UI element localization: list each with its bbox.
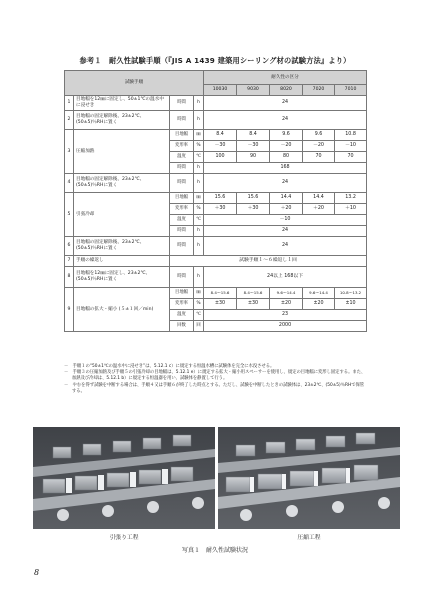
step-no: 1 (65, 96, 74, 111)
class-9030: 9030 (237, 85, 270, 96)
step-sub: 変形率 (170, 141, 194, 152)
step-unit: ℃ (194, 310, 204, 321)
step-value: 8.4 (237, 130, 270, 141)
header-class: 耐久性の区分 (204, 71, 367, 85)
step-text: 圧縮加熱 (74, 130, 170, 174)
table-row (65, 237, 367, 256)
note-item: － やむを得ず試験を中断する場合は、手順４又は手順６が終了した時点とする。ただし、試験を中断したときの試験体は、23±2℃、(50±5)％RHで保管する。 (64, 382, 365, 394)
step-no: 7 (65, 256, 74, 267)
note-item: － 手順１の“50±1℃の温水中に浸せき”は、5.12.1 c）に規定する恒温水槽に試験体を完全に水没させる。 (64, 364, 275, 369)
note-item: － 手順３の圧縮加熱及び手順５の引張冷却の目地幅は、5.12.1 e）に規定する拡大・縮小用スペーサーを使用し、規定の目地幅に変形し固定する。また、加熱及び冷却は、5.12.1 b）に規定する恒温器を用い、試験体を静置して行う。 (64, 370, 366, 382)
step-value: ±30 (204, 299, 237, 310)
step-value: －10 (335, 141, 367, 152)
step-text: 目地幅の固定解除後、23±2℃、(50±5)％RHに置く (74, 111, 170, 130)
step-unit: % (194, 299, 204, 310)
step-value: 70 (335, 152, 367, 163)
step-unit: ℃ (194, 152, 204, 163)
step-sub: 変形率 (170, 204, 194, 215)
tension-process-photo (33, 427, 215, 529)
step-sub: 回数 (170, 321, 194, 332)
step-text: 目地幅を12㎜に固定し、50±1℃の温水中に浸せき (74, 96, 170, 111)
header-procedure: 試験手順 (65, 71, 204, 96)
step-value: 15.6 (237, 193, 270, 204)
step-unit: ℃ (194, 215, 204, 226)
step-unit: h (194, 237, 204, 256)
page-number: 8 (34, 568, 40, 577)
page-title: 参考１ 耐久性試験手順（『JIS A 1439 建築用シーリング材の試験方法』より） (79, 56, 351, 65)
step-unit: ㎜ (194, 288, 204, 299)
step-value: 100 (204, 152, 237, 163)
step-text: 目地幅の固定解除後、23±2℃、(50±5)％RHに置く (74, 237, 170, 256)
table-row (65, 174, 367, 193)
step-value: 13.2 (335, 193, 367, 204)
step-value: ±20 (270, 299, 303, 310)
table-row (65, 111, 367, 130)
step-no: 4 (65, 174, 74, 193)
figure-caption: 写真１ 耐久性試験状況 (181, 547, 248, 554)
step-text: 手順の繰返し (74, 256, 170, 267)
step-value: 9.6 (270, 130, 303, 141)
step-value: 24以上 168以下 (204, 267, 367, 288)
step-no: 3 (65, 130, 74, 174)
durability-test-table (64, 70, 367, 332)
table-row (65, 130, 367, 141)
step-sub: 時間 (170, 111, 194, 130)
step-unit: h (194, 226, 204, 237)
step-value: 2000 (204, 321, 367, 332)
step-value: －10 (204, 215, 367, 226)
table-row (65, 193, 367, 204)
step-sub: 温度 (170, 152, 194, 163)
step-value: 8.4 (204, 130, 237, 141)
step-unit: 回 (194, 321, 204, 332)
step-value: 9.6～14.4 (270, 288, 303, 299)
step-unit: h (194, 163, 204, 174)
step-value: 80 (270, 152, 303, 163)
step-no: 5 (65, 193, 74, 237)
table-row (65, 96, 367, 111)
step-value: ±20 (303, 299, 335, 310)
step-value: 23 (204, 310, 367, 321)
class-7020: 7020 (303, 85, 335, 96)
step-unit: h (194, 174, 204, 193)
table-row (65, 256, 367, 267)
step-value: 10.8 (335, 130, 367, 141)
step-value: 14.4 (303, 193, 335, 204)
step-value: 8.4～15.6 (204, 288, 237, 299)
step-value: 24 (204, 96, 367, 111)
compression-photo-caption: 圧縮工程 (297, 535, 321, 541)
step-unit: ㎜ (194, 130, 204, 141)
step-value: 70 (303, 152, 335, 163)
step-unit: h (194, 111, 204, 130)
step-no: 9 (65, 288, 74, 332)
step-unit: % (194, 204, 204, 215)
step-value: ±30 (237, 299, 270, 310)
step-sub: 時間 (170, 163, 194, 174)
step-value: 90 (237, 152, 270, 163)
step-value: ＋20 (270, 204, 303, 215)
step-sub: 時間 (170, 237, 194, 256)
step-value: 24 (204, 174, 367, 193)
step-sub: 変形率 (170, 299, 194, 310)
step-text: 引張冷却 (74, 193, 170, 237)
step-value: ±10 (335, 299, 367, 310)
class-8020: 8020 (270, 85, 303, 96)
step-value: 10.8～13.2 (335, 288, 367, 299)
step-text: 目地幅の拡大・縮小 (５±１回／min) (74, 288, 170, 332)
step-sub: 時間 (170, 226, 194, 237)
step-value: ＋10 (335, 204, 367, 215)
step-sub: 時間 (170, 174, 194, 193)
notes (64, 364, 368, 395)
step-value: 9.6 (303, 130, 335, 141)
step-value: －30 (237, 141, 270, 152)
step-no: 8 (65, 267, 74, 288)
step-no: 6 (65, 237, 74, 256)
table-row (65, 267, 367, 288)
step-value: －20 (303, 141, 335, 152)
step-value: 8.4～15.6 (237, 288, 270, 299)
step-value: －20 (270, 141, 303, 152)
tension-photo-caption: 引張り工程 (109, 535, 139, 541)
step-unit: % (194, 141, 204, 152)
step-sub: 時間 (170, 267, 194, 288)
step-value: ＋30 (204, 204, 237, 215)
table-row (65, 288, 367, 299)
step-unit: ㎜ (194, 193, 204, 204)
step-value: 試験手順１～６繰返し１回 (170, 256, 367, 267)
step-text: 目地幅の固定解除後、23±2℃、(50±5)％RHに置く (74, 174, 170, 193)
step-no: 2 (65, 111, 74, 130)
step-sub: 目地幅 (170, 130, 194, 141)
step-sub: 目地幅 (170, 193, 194, 204)
step-value: 9.6～14.4 (303, 288, 335, 299)
step-value: 14.4 (270, 193, 303, 204)
step-sub: 目地幅 (170, 288, 194, 299)
step-value: －30 (204, 141, 237, 152)
class-10030: 10030 (204, 85, 237, 96)
step-value: ＋30 (237, 204, 270, 215)
step-text: 目地幅を12㎜に固定し、23±2℃、(50±5)％RHに置く (74, 267, 170, 288)
step-value: 24 (204, 237, 367, 256)
class-7010: 7010 (335, 85, 367, 96)
step-value: 15.6 (204, 193, 237, 204)
step-unit: h (194, 267, 204, 288)
step-sub: 時間 (170, 96, 194, 111)
step-value: 168 (204, 163, 367, 174)
step-value: 24 (204, 111, 367, 130)
step-value: 24 (204, 226, 367, 237)
step-sub: 温度 (170, 310, 194, 321)
step-value: ＋20 (303, 204, 335, 215)
step-unit: h (194, 96, 204, 111)
compression-process-photo (218, 427, 400, 529)
step-sub: 温度 (170, 215, 194, 226)
